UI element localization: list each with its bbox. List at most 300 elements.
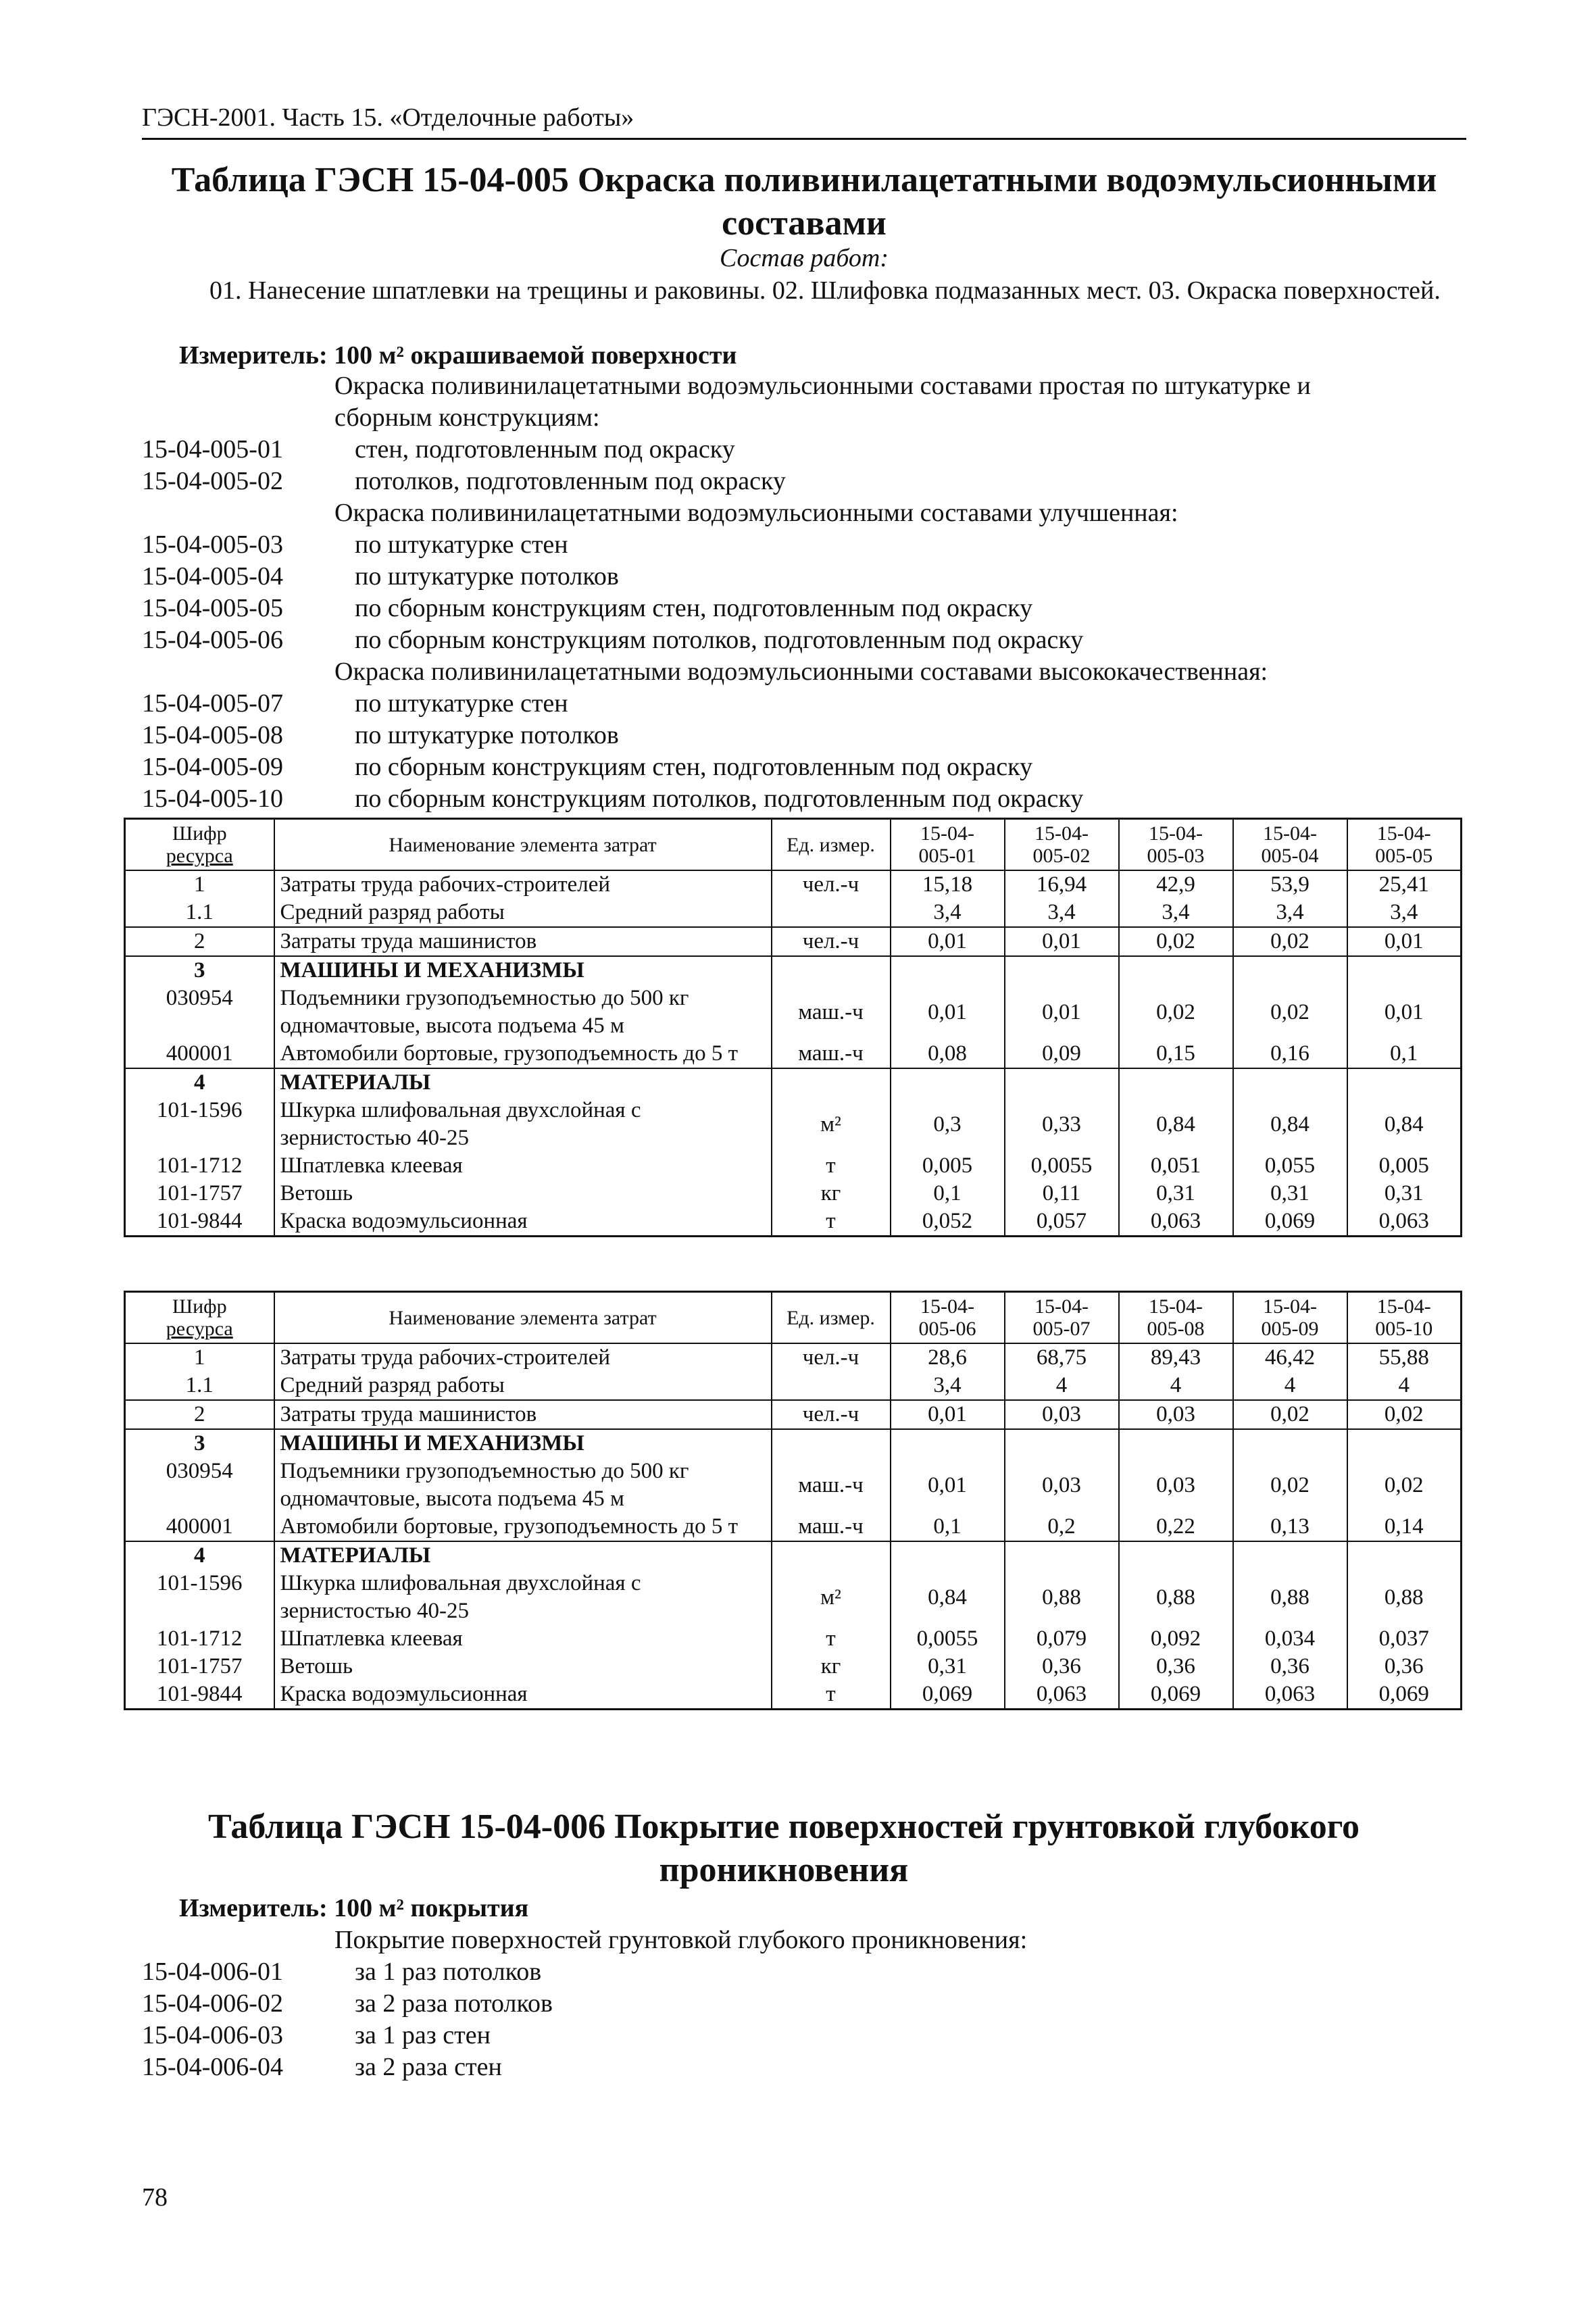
- value-cell: 0,02: [1233, 1458, 1347, 1513]
- value-cell: 0,09: [1005, 1040, 1119, 1068]
- work-composition-text: 01. Нанесение шпатлевки на трещины и раковины. 02. Шлифовка подмазанных мест. 03. Окраска поверхностей.: [209, 276, 1441, 305]
- job-description: за 1 раз стен: [355, 2021, 491, 2049]
- unit-cell: [772, 1068, 891, 1097]
- table-row: [125, 1180, 1462, 1208]
- header-resource-code: [125, 819, 274, 871]
- value-cell: 0,22: [1119, 1513, 1233, 1541]
- value-cell: 4: [1119, 1372, 1233, 1400]
- cost-element-name: Ветошь: [274, 1180, 772, 1208]
- header-text: ресурса: [166, 1318, 233, 1340]
- header-text: 005-10: [1375, 1318, 1433, 1340]
- value-cell: 25,41: [1347, 870, 1462, 899]
- value-cell: 0,034: [1233, 1625, 1347, 1653]
- cost-element-name: Краска водоэмульсионная: [274, 1681, 772, 1710]
- job-description: по сборным конструкциям потолков, подготовленным под окраску: [355, 785, 1084, 813]
- table-row: [125, 1343, 1462, 1372]
- job-item: [142, 688, 1466, 720]
- value-cell: 0,02: [1233, 927, 1347, 956]
- header-norm-code: [1233, 1292, 1347, 1344]
- value-cell: 0,0055: [1005, 1152, 1119, 1180]
- value-cell: 0,01: [891, 985, 1005, 1040]
- header-text: 15-04-: [1376, 822, 1431, 845]
- value-cell: 4: [1005, 1372, 1119, 1400]
- unit-cell: кг: [772, 1180, 891, 1208]
- value-cell: 0,069: [1119, 1681, 1233, 1710]
- value-cell: 0,88: [1119, 1570, 1233, 1625]
- resource-code: 1.1: [125, 899, 274, 927]
- job-item: [142, 561, 1466, 593]
- resource-code: 101-9844: [125, 1208, 274, 1237]
- cost-element-name: Подъемники грузоподъемностью до 500 кг одномачтовые, высота подъема 45 м: [274, 985, 772, 1040]
- value-cell: 0,3: [891, 1097, 1005, 1152]
- value-cell: 0,02: [1347, 1458, 1462, 1513]
- value-cell: 0,052: [891, 1208, 1005, 1237]
- cost-element-name: Шпатлевка клеевая: [274, 1625, 772, 1653]
- job-item: [142, 434, 1466, 466]
- value-cell: 42,9: [1119, 870, 1233, 899]
- value-cell: [1005, 1541, 1119, 1570]
- value-cell: 68,75: [1005, 1343, 1119, 1372]
- value-cell: 0,15: [1119, 1040, 1233, 1068]
- job-item: [142, 1956, 1466, 1988]
- job-code: 15-04-006-01: [142, 1958, 283, 1986]
- header-norm-code: [1347, 1292, 1462, 1344]
- resource-code: 4: [125, 1068, 274, 1097]
- resource-code: 1.1: [125, 1372, 274, 1400]
- measure-unit: Измеритель: 100 м² покрытия: [179, 1894, 529, 1922]
- table-title-line: проникновения: [659, 1851, 909, 1889]
- table-header-row: [125, 1292, 1462, 1344]
- resource-code: 101-1596: [125, 1097, 274, 1152]
- job-code: 15-04-005-05: [142, 594, 283, 622]
- resource-code: 4: [125, 1541, 274, 1570]
- cost-element-name: Шкурка шлифовальная двухслойная с зернистостью 40-25: [274, 1570, 772, 1625]
- unit-cell: чел.-ч: [772, 927, 891, 956]
- job-description: по сборным конструкциям стен, подготовленным под окраску: [355, 753, 1033, 781]
- value-cell: [1233, 1068, 1347, 1097]
- value-cell: 0,84: [1119, 1097, 1233, 1152]
- header-text: 005-04: [1261, 845, 1319, 867]
- value-cell: 0,092: [1119, 1625, 1233, 1653]
- job-code: 15-04-005-10: [142, 785, 283, 813]
- value-cell: 0,037: [1347, 1625, 1462, 1653]
- table-title-line: составами: [722, 204, 887, 243]
- value-cell: 3,4: [1347, 899, 1462, 927]
- job-description: стен, подготовленным под окраску: [355, 435, 735, 464]
- resource-code: 101-1712: [125, 1625, 274, 1653]
- resource-code: 101-1757: [125, 1653, 274, 1681]
- value-cell: 0,01: [1005, 985, 1119, 1040]
- table-row: [125, 1400, 1462, 1429]
- header-unit: Ед. измер.: [772, 819, 891, 871]
- value-cell: 0,88: [1347, 1570, 1462, 1625]
- value-cell: 0,063: [1347, 1208, 1462, 1237]
- header-norm-code: [891, 819, 1005, 871]
- value-cell: 15,18: [891, 870, 1005, 899]
- value-cell: 3,4: [1005, 899, 1119, 927]
- header-cost-element: Наименование элемента затрат: [274, 1292, 772, 1344]
- header-cost-element: Наименование элемента затрат: [274, 819, 772, 871]
- value-cell: 0,063: [1233, 1681, 1347, 1710]
- value-cell: 0,02: [1233, 985, 1347, 1040]
- value-cell: 0,16: [1233, 1040, 1347, 1068]
- cost-element-name: МАШИНЫ И МЕХАНИЗМЫ: [274, 956, 772, 985]
- resource-code: 400001: [125, 1513, 274, 1541]
- table-row: [125, 985, 1462, 1040]
- header-norm-code: [1005, 819, 1119, 871]
- value-cell: 3,4: [1119, 899, 1233, 927]
- value-cell: 0,31: [1347, 1180, 1462, 1208]
- value-cell: [1119, 1541, 1233, 1570]
- value-cell: 0,31: [891, 1653, 1005, 1681]
- value-cell: 0,1: [891, 1513, 1005, 1541]
- job-item: [142, 2051, 1466, 2083]
- header-text: 15-04-: [1034, 1295, 1089, 1318]
- cost-element-name: Затраты труда машинистов: [274, 927, 772, 956]
- job-code: 15-04-005-06: [142, 626, 283, 654]
- unit-cell: т: [772, 1681, 891, 1710]
- header-text: ресурса: [166, 845, 233, 867]
- resource-table-block-2: [124, 1291, 1462, 1710]
- resource-code: 3: [125, 1429, 274, 1458]
- header-text: 005-02: [1032, 845, 1091, 867]
- value-cell: 0,03: [1005, 1458, 1119, 1513]
- cost-element-name: Затраты труда машинистов: [274, 1400, 772, 1429]
- unit-cell: [772, 1372, 891, 1400]
- value-cell: 28,6: [891, 1343, 1005, 1372]
- unit-cell: чел.-ч: [772, 870, 891, 899]
- job-code: 15-04-005-03: [142, 530, 283, 559]
- value-cell: 0,2: [1005, 1513, 1119, 1541]
- table-row: [125, 1513, 1462, 1541]
- unit-cell: [772, 899, 891, 927]
- table-row: [125, 927, 1462, 956]
- cost-element-name: Шпатлевка клеевая: [274, 1152, 772, 1180]
- value-cell: 0,14: [1347, 1513, 1462, 1541]
- job-code: 15-04-005-02: [142, 467, 283, 495]
- table-title-15-04-006: [122, 1806, 1446, 1892]
- job-description: по сборным конструкциям стен, подготовленным под окраску: [355, 594, 1033, 622]
- table-row: [125, 1068, 1462, 1097]
- job-description: за 2 раза потолков: [355, 1989, 553, 2018]
- value-cell: 0,069: [891, 1681, 1005, 1710]
- resource-code: 030954: [125, 1458, 274, 1513]
- job-description: по штукатурке стен: [355, 689, 568, 718]
- value-cell: 46,42: [1233, 1343, 1347, 1372]
- header-text: 15-04-: [1149, 1295, 1203, 1318]
- table-header-row: [125, 819, 1462, 871]
- value-cell: 0,01: [1005, 927, 1119, 956]
- value-cell: 0,057: [1005, 1208, 1119, 1237]
- value-cell: 0,36: [1119, 1653, 1233, 1681]
- unit-cell: м²: [772, 1097, 891, 1152]
- value-cell: 0,055: [1233, 1152, 1347, 1180]
- unit-cell: маш.-ч: [772, 1458, 891, 1513]
- value-cell: [1347, 1541, 1462, 1570]
- cost-element-name: МАТЕРИАЛЫ: [274, 1541, 772, 1570]
- value-cell: 3,4: [891, 899, 1005, 927]
- page-number: 78: [142, 2183, 168, 2212]
- job-item: [142, 751, 1466, 783]
- value-cell: 0,02: [1233, 1400, 1347, 1429]
- job-item: [142, 783, 1466, 815]
- value-cell: 0,13: [1233, 1513, 1347, 1541]
- header-text: 15-04-: [1263, 1295, 1317, 1318]
- job-item: [142, 593, 1466, 624]
- job-description: за 2 раза стен: [355, 2053, 502, 2081]
- unit-cell: т: [772, 1208, 891, 1237]
- cost-element-name: Средний разряд работы: [274, 899, 772, 927]
- value-cell: 0,063: [1005, 1681, 1119, 1710]
- resource-code: 101-1712: [125, 1152, 274, 1180]
- value-cell: 3,4: [891, 1372, 1005, 1400]
- unit-cell: т: [772, 1625, 891, 1653]
- resource-code: 1: [125, 1343, 274, 1372]
- measure-unit: Измеритель: 100 м² окрашиваемой поверхности: [179, 341, 737, 370]
- cost-element-name: Шкурка шлифовальная двухслойная с зернистостью 40-25: [274, 1097, 772, 1152]
- table-row: [125, 1541, 1462, 1570]
- job-code: 15-04-006-03: [142, 2021, 283, 2049]
- value-cell: 0,31: [1233, 1180, 1347, 1208]
- job-description: по сборным конструкциям потолков, подготовленным под окраску: [355, 626, 1084, 654]
- value-cell: 0,36: [1233, 1653, 1347, 1681]
- value-cell: 0,33: [1005, 1097, 1119, 1152]
- header-norm-code: [1119, 819, 1233, 871]
- value-cell: 0,08: [891, 1040, 1005, 1068]
- job-item: [142, 529, 1466, 561]
- cost-element-name: МАТЕРИАЛЫ: [274, 1068, 772, 1097]
- table-row: [125, 1208, 1462, 1237]
- unit-cell: [772, 1429, 891, 1458]
- job-item: [142, 466, 1466, 497]
- unit-cell: [772, 956, 891, 985]
- value-cell: 0,0055: [891, 1625, 1005, 1653]
- job-list-15-04-005: [142, 370, 1466, 815]
- value-cell: 0,84: [1347, 1097, 1462, 1152]
- value-cell: 0,051: [1119, 1152, 1233, 1180]
- resource-code: 101-1596: [125, 1570, 274, 1625]
- value-cell: 0,84: [891, 1570, 1005, 1625]
- value-cell: 0,11: [1005, 1180, 1119, 1208]
- value-cell: [1005, 1429, 1119, 1458]
- header-text: 005-09: [1261, 1318, 1319, 1340]
- cost-element-name: МАШИНЫ И МЕХАНИЗМЫ: [274, 1429, 772, 1458]
- job-item: [142, 720, 1466, 751]
- cost-element-name: Средний разряд работы: [274, 1372, 772, 1400]
- cost-element-name: Подъемники грузоподъемностью до 500 кг одномачтовые, высота подъема 45 м: [274, 1458, 772, 1513]
- header-text: 005-01: [918, 845, 976, 867]
- table-row: [125, 1653, 1462, 1681]
- job-code: 15-04-005-07: [142, 689, 283, 718]
- job-description: по штукатурке потолков: [355, 562, 619, 591]
- value-cell: [891, 1429, 1005, 1458]
- value-cell: 0,01: [891, 927, 1005, 956]
- value-cell: 4: [1233, 1372, 1347, 1400]
- header-text: 15-04-: [920, 822, 974, 845]
- table-row: [125, 1097, 1462, 1152]
- table-title-line: Таблица ГЭСН 15-04-005 Окраска поливинилацетатными водоэмульсионными: [171, 161, 1437, 199]
- value-cell: 0,079: [1005, 1625, 1119, 1653]
- job-group-heading: Окраска поливинилацетатными водоэмульсионными составами улучшенная:: [334, 499, 1178, 527]
- value-cell: 0,31: [1119, 1180, 1233, 1208]
- table-row: [125, 1372, 1462, 1400]
- table-row: [125, 1152, 1462, 1180]
- resource-code: 2: [125, 1400, 274, 1429]
- value-cell: [1347, 1429, 1462, 1458]
- job-code: 15-04-006-04: [142, 2053, 283, 2081]
- value-cell: [1233, 1541, 1347, 1570]
- value-cell: 0,1: [891, 1180, 1005, 1208]
- job-code: 15-04-005-09: [142, 753, 283, 781]
- header-norm-code: [1233, 819, 1347, 871]
- cost-element-name: Автомобили бортовые, грузоподъемность до 5 т: [274, 1040, 772, 1068]
- work-composition-caption: Состав работ:: [719, 244, 889, 272]
- value-cell: 0,03: [1005, 1400, 1119, 1429]
- value-cell: 0,02: [1119, 985, 1233, 1040]
- header-text: 005-05: [1375, 845, 1433, 867]
- table-row: [125, 1681, 1462, 1710]
- header-text: 15-04-: [1376, 1295, 1431, 1318]
- value-cell: 0,063: [1119, 1208, 1233, 1237]
- resource-code: 400001: [125, 1040, 274, 1068]
- value-cell: 3,4: [1233, 899, 1347, 927]
- header-text: 005-08: [1147, 1318, 1205, 1340]
- unit-cell: маш.-ч: [772, 985, 891, 1040]
- unit-cell: маш.-ч: [772, 1040, 891, 1068]
- value-cell: [1233, 1429, 1347, 1458]
- value-cell: 0,01: [891, 1458, 1005, 1513]
- header-unit: Ед. измер.: [772, 1292, 891, 1344]
- cost-element-name: Затраты труда рабочих-строителей: [274, 1343, 772, 1372]
- resource-code: 3: [125, 956, 274, 985]
- value-cell: 0,88: [1233, 1570, 1347, 1625]
- value-cell: 0,02: [1347, 1400, 1462, 1429]
- value-cell: 0,03: [1119, 1458, 1233, 1513]
- header-text: 15-04-: [920, 1295, 974, 1318]
- resource-code: 030954: [125, 985, 274, 1040]
- job-group-heading: Покрытие поверхностей грунтовкой глубокого проникновения:: [334, 1926, 1028, 1954]
- value-cell: 0,02: [1119, 927, 1233, 956]
- table-row: [125, 1040, 1462, 1068]
- value-cell: 16,94: [1005, 870, 1119, 899]
- running-head: ГЭСН-2001. Часть 15. «Отделочные работы»: [142, 101, 1466, 140]
- job-group-items: [142, 688, 1466, 815]
- resource-code: 101-1757: [125, 1180, 274, 1208]
- value-cell: [1119, 956, 1233, 985]
- resource-code: 1: [125, 870, 274, 899]
- job-description: по штукатурке стен: [355, 530, 568, 559]
- header-norm-code: [891, 1292, 1005, 1344]
- header-norm-code: [1119, 1292, 1233, 1344]
- table-row: [125, 899, 1462, 927]
- value-cell: [891, 1068, 1005, 1097]
- resource-table-block-1: [124, 818, 1462, 1237]
- cost-element-name: Автомобили бортовые, грузоподъемность до 5 т: [274, 1513, 772, 1541]
- value-cell: [1347, 956, 1462, 985]
- job-group-heading: сборным конструкциям:: [334, 403, 600, 432]
- value-cell: 0,36: [1347, 1653, 1462, 1681]
- cost-element-name: Затраты труда рабочих-строителей: [274, 870, 772, 899]
- value-cell: 0,1: [1347, 1040, 1462, 1068]
- value-cell: [1347, 1068, 1462, 1097]
- table-row: [125, 1625, 1462, 1653]
- header-text: 005-07: [1032, 1318, 1091, 1340]
- value-cell: 0,03: [1119, 1400, 1233, 1429]
- header-text: Шифр: [172, 822, 227, 845]
- resource-code: 101-9844: [125, 1681, 274, 1710]
- job-group-heading: Окраска поливинилацетатными водоэмульсионными составами высококачественная:: [334, 657, 1268, 686]
- job-description: по штукатурке потолков: [355, 721, 619, 749]
- value-cell: [891, 1541, 1005, 1570]
- value-cell: 0,84: [1233, 1097, 1347, 1152]
- table-title-line: Таблица ГЭСН 15-04-006 Покрытие поверхностей грунтовкой глубокого: [207, 1808, 1360, 1846]
- value-cell: 0,88: [1005, 1570, 1119, 1625]
- job-group-items: [142, 434, 1466, 497]
- value-cell: [1119, 1068, 1233, 1097]
- unit-cell: чел.-ч: [772, 1343, 891, 1372]
- value-cell: [1119, 1429, 1233, 1458]
- table-row: [125, 1429, 1462, 1458]
- job-item: [142, 1988, 1466, 2020]
- value-cell: 55,88: [1347, 1343, 1462, 1372]
- table-row: [125, 1458, 1462, 1513]
- table-row: [125, 1570, 1462, 1625]
- job-code: 15-04-005-01: [142, 435, 283, 464]
- value-cell: 0,069: [1347, 1681, 1462, 1710]
- table-row: [125, 956, 1462, 985]
- unit-cell: т: [772, 1152, 891, 1180]
- job-item: [142, 624, 1466, 656]
- job-code: 15-04-005-08: [142, 721, 283, 749]
- job-group-items: [142, 1956, 1466, 2083]
- job-code: 15-04-005-04: [142, 562, 283, 591]
- table-title-15-04-005: [142, 159, 1466, 245]
- unit-cell: маш.-ч: [772, 1513, 891, 1541]
- unit-cell: [772, 1541, 891, 1570]
- unit-cell: кг: [772, 1653, 891, 1681]
- value-cell: [891, 956, 1005, 985]
- job-list-15-04-006: [142, 1924, 1466, 2083]
- value-cell: 4: [1347, 1372, 1462, 1400]
- value-cell: 0,005: [1347, 1152, 1462, 1180]
- value-cell: 0,36: [1005, 1653, 1119, 1681]
- job-group-heading: Окраска поливинилацетатными водоэмульсионными составами простая по штукатурке и: [334, 372, 1311, 400]
- value-cell: 0,01: [1347, 927, 1462, 956]
- job-group-items: [142, 529, 1466, 656]
- job-description: потолков, подготовленным под окраску: [355, 467, 786, 495]
- resource-code: 2: [125, 927, 274, 956]
- value-cell: 53,9: [1233, 870, 1347, 899]
- header-text: 15-04-: [1034, 822, 1089, 845]
- unit-cell: м²: [772, 1570, 891, 1625]
- value-cell: 89,43: [1119, 1343, 1233, 1372]
- table-row: [125, 870, 1462, 899]
- job-description: за 1 раз потолков: [355, 1958, 542, 1986]
- value-cell: 0,069: [1233, 1208, 1347, 1237]
- value-cell: 0,01: [1347, 985, 1462, 1040]
- header-norm-code: [1005, 1292, 1119, 1344]
- cost-element-name: Ветошь: [274, 1653, 772, 1681]
- value-cell: 0,01: [891, 1400, 1005, 1429]
- value-cell: [1005, 1068, 1119, 1097]
- job-item: [142, 2020, 1466, 2051]
- value-cell: [1233, 956, 1347, 985]
- header-norm-code: [1347, 819, 1462, 871]
- unit-cell: чел.-ч: [772, 1400, 891, 1429]
- header-resource-code: [125, 1292, 274, 1344]
- header-text: Шифр: [172, 1295, 227, 1318]
- job-code: 15-04-006-02: [142, 1989, 283, 2018]
